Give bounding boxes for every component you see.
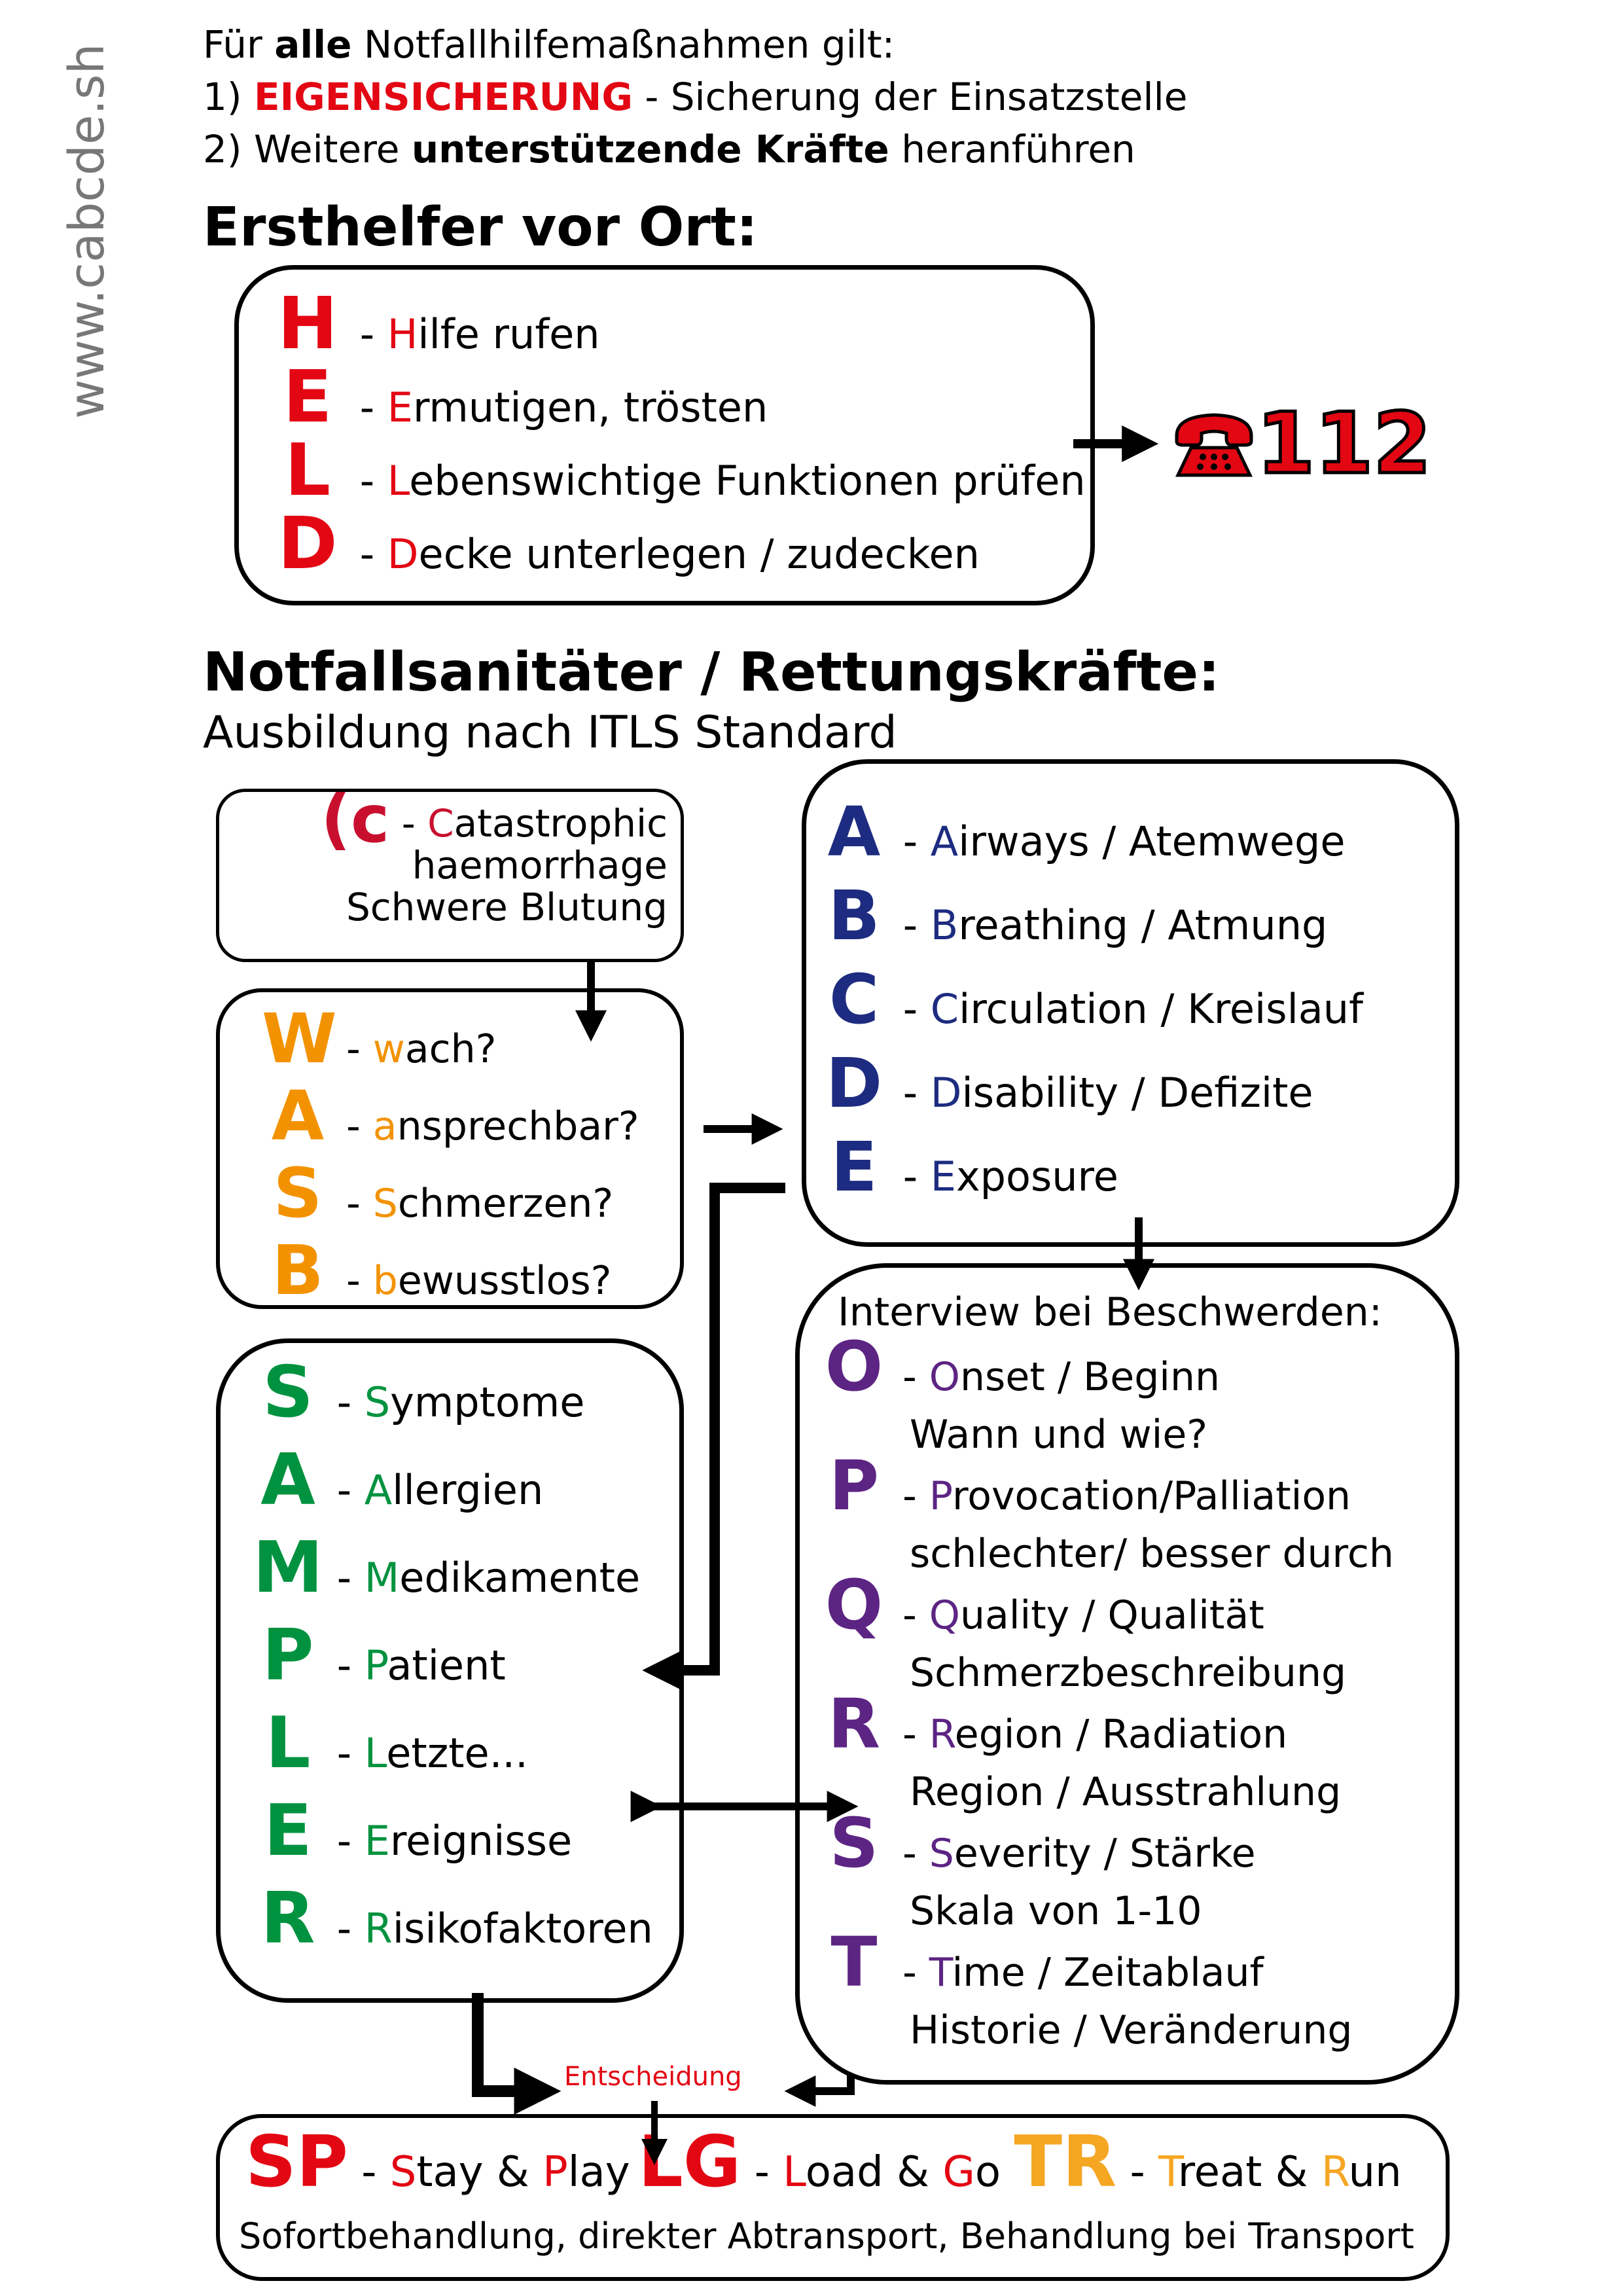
wasb-text: ewusstlos? [397,1258,612,1304]
wasb-dash: - [334,1103,373,1149]
held-dash: - [347,457,387,505]
abcde-letter: B [828,876,880,956]
abcde-item [818,1128,1118,1215]
sampler-letter: A [260,1439,315,1521]
opqrst-letter: Q [825,1565,883,1645]
abcde-item [818,793,1345,880]
sampler-initial: P [364,1641,387,1689]
arrow-sampler-to-decision [478,1993,540,2091]
opqrst-item [818,1565,1347,1704]
held-dash: - [347,530,387,578]
held-initial: D [387,530,419,578]
held-initial: H [387,310,418,358]
opqrst-dash: - [890,1354,929,1400]
opqrst-text: egion / Radiation [954,1712,1288,1757]
held-letter: L [284,428,331,512]
strategy-line-2: Sofortbehandlung, direkter Abtransport, Behandlung bei Transport [239,2215,1414,2257]
wasb-letter: W [262,999,337,1079]
wasb-item [262,1232,611,1319]
sampler-dash: - [324,1554,365,1602]
abcde-text: reathing / Atmung [958,901,1328,949]
opqrst-initial: S [929,1831,954,1876]
sampler-text: llergien [392,1466,544,1514]
sampler-initial: A [364,1466,393,1514]
held-item [268,501,980,593]
abcde-dash: - [890,985,931,1033]
opqrst-detail: Schmerzbeschreibung [910,1650,1347,1696]
opqrst-initial: O [929,1354,961,1400]
wasb-text: chmerzen? [397,1181,614,1227]
wasb-letter: A [271,1076,325,1156]
held-dash: - [347,384,387,431]
opqrst-dash: - [890,1712,929,1757]
arrow-opqrst-to-decision [798,2075,851,2091]
opqrst-text: ime / Zeitablauf [952,1950,1264,1996]
wasb-text: nsprechbar? [397,1103,639,1149]
abcde-letter: C [829,960,880,1039]
opqrst-detail: Skala von 1-10 [910,1888,1202,1934]
sampler-item [252,1529,640,1617]
strategy-tr: TR [1014,2121,1117,2203]
intro-line-1: Für alle Notfallhilfemaßnahmen gilt: [203,22,895,67]
wasb-initial: a [372,1103,397,1149]
sampler-text: edikamente [399,1554,641,1602]
strategy-line-1: SP - Stay & Play LG - Load & Go TR - Treat & Run [245,2121,1402,2203]
sampler-initial: L [364,1729,387,1777]
sampler-initial: M [364,1554,400,1602]
wasb-item [262,1077,639,1165]
opqrst-initial: R [929,1712,955,1757]
sampler-dash: - [324,1641,365,1689]
sampler-initial: S [364,1378,391,1426]
abcde-letter: D [825,1043,883,1123]
sampler-letter: E [264,1790,312,1872]
opqrst-item [818,1803,1256,1943]
opqrst-initial: Q [929,1592,961,1638]
wasb-letter: S [273,1153,323,1233]
sampler-item [252,1441,543,1530]
held-dash: - [347,310,387,358]
opqrst-text: rovocation/Palliation [952,1473,1351,1519]
opqrst-letter: S [829,1803,879,1883]
decision-label: Entscheidung [564,2062,742,2092]
sampler-dash: - [324,1905,365,1952]
emergency-number: 112 [1171,403,1431,486]
strategy-sp: SP [245,2121,348,2203]
opqrst-letter: R [827,1684,881,1764]
opqrst-detail: Wann und wie? [910,1412,1208,1458]
opqrst-dash: - [890,1950,929,1996]
opqrst-detail: Historie / Veränderung [910,2007,1353,2053]
opqrst-letter: O [825,1327,883,1407]
catastrophic-line-2: haemorrhage [412,843,668,888]
sampler-item [252,1354,584,1442]
abcde-item [818,877,1327,964]
opqrst-title: Interview bei Beschwerden: [838,1289,1383,1335]
sampler-text: etzte... [386,1729,528,1777]
sampler-letter: L [265,1702,311,1784]
catastrophic-line-1: (c - Catastrophic [321,781,668,857]
opqrst-item [818,1684,1342,1823]
wasb-initial: b [372,1258,398,1304]
strategy-lg: LG [637,2121,741,2203]
watermark: www.cabcde.sh [59,43,115,419]
sampler-item [252,1880,653,1968]
held-initial: L [387,457,410,505]
abcde-initial: E [930,1153,956,1200]
opqrst-dash: - [890,1831,929,1876]
sampler-letter: M [253,1527,323,1609]
held-letter: D [277,501,338,585]
opqrst-initial: P [929,1473,952,1519]
sampler-initial: E [364,1817,390,1865]
abcde-dash: - [890,817,931,865]
sampler-item [252,1617,506,1705]
opqrst-detail: Region / Ausstrahlung [910,1769,1342,1815]
sampler-text: ymptome [390,1378,585,1426]
opqrst-text: uality / Qualität [960,1592,1264,1638]
intro-line-2: 1) EIGENSICHERUNG - Sicherung der Einsatzstelle [203,75,1188,119]
wasb-dash: - [334,1258,373,1304]
abcde-text: irways / Atemwege [958,817,1346,865]
sampler-initial: R [364,1905,393,1952]
opqrst-letter: T [830,1922,878,2002]
abcde-text: xposure [955,1153,1118,1200]
held-text: ilfe rufen [418,310,600,358]
sampler-text: atient [387,1641,506,1689]
sampler-text: isikofaktoren [392,1905,653,1952]
abcde-dash: - [890,1069,931,1117]
arrow-abcde-to-sampler [661,1188,785,1670]
abcde-item [818,1045,1313,1132]
abcde-initial: B [930,901,959,949]
sampler-dash: - [324,1817,365,1865]
intro-line-3: 2) Weitere unterstützende Kräfte heranführen [203,127,1135,171]
held-letter: E [283,355,332,439]
opqrst-dash: - [890,1473,929,1519]
abcde-initial: C [930,985,959,1033]
opqrst-item [818,1922,1353,2062]
held-initial: E [387,384,413,431]
wasb-dash: - [334,1026,373,1072]
abcde-initial: D [930,1069,962,1117]
opqrst-detail: schlechter/ besser durch [910,1531,1394,1577]
wasb-text: ach? [404,1026,497,1072]
opqrst-text: nset / Beginn [960,1354,1221,1400]
ersthelfer-heading: Ersthelfer vor Ort: [203,196,758,259]
opqrst-dash: - [890,1592,929,1638]
wasb-initial: w [372,1026,405,1072]
sampler-text: reignisse [389,1817,573,1865]
catastrophic-line-3: Schwere Blutung [346,885,668,929]
abcde-text: irculation / Kreislauf [959,985,1363,1033]
sampler-item [252,1704,528,1793]
sampler-letter: S [262,1352,313,1433]
notfall-subheading: Ausbildung nach ITLS Standard [203,707,897,759]
held-text: ecke unterlegen / zudecken [418,530,980,578]
wasb-item [262,1000,497,1088]
held-text: rmutigen, trösten [412,384,768,431]
opqrst-item [818,1446,1394,1585]
wasb-initial: S [372,1181,398,1227]
wasb-letter: B [272,1230,324,1310]
held-letter: H [277,281,338,365]
wasb-item [262,1155,613,1242]
sampler-item [252,1792,572,1880]
abcde-item [818,961,1363,1048]
abcde-dash: - [890,1153,931,1200]
abcde-initial: A [930,817,959,865]
notfall-heading: Notfallsanitäter / Rettungskräfte: [203,641,1220,704]
sampler-dash: - [324,1729,365,1777]
held-text: ebenswichtige Funktionen prüfen [409,457,1086,505]
opqrst-initial: T [929,1950,952,1996]
abcde-dash: - [890,901,931,949]
opqrst-letter: P [829,1446,880,1526]
abcde-letter: E [830,1127,878,1207]
abcde-text: isability / Defizite [961,1069,1313,1117]
abcde-letter: A [827,792,881,872]
wasb-dash: - [334,1181,373,1227]
sampler-dash: - [324,1466,365,1514]
sampler-letter: P [262,1615,314,1696]
sampler-dash: - [324,1378,365,1426]
sampler-letter: R [260,1878,315,1960]
catastrophic-letter: (c [321,781,390,857]
opqrst-text: everity / Stärke [954,1831,1256,1876]
